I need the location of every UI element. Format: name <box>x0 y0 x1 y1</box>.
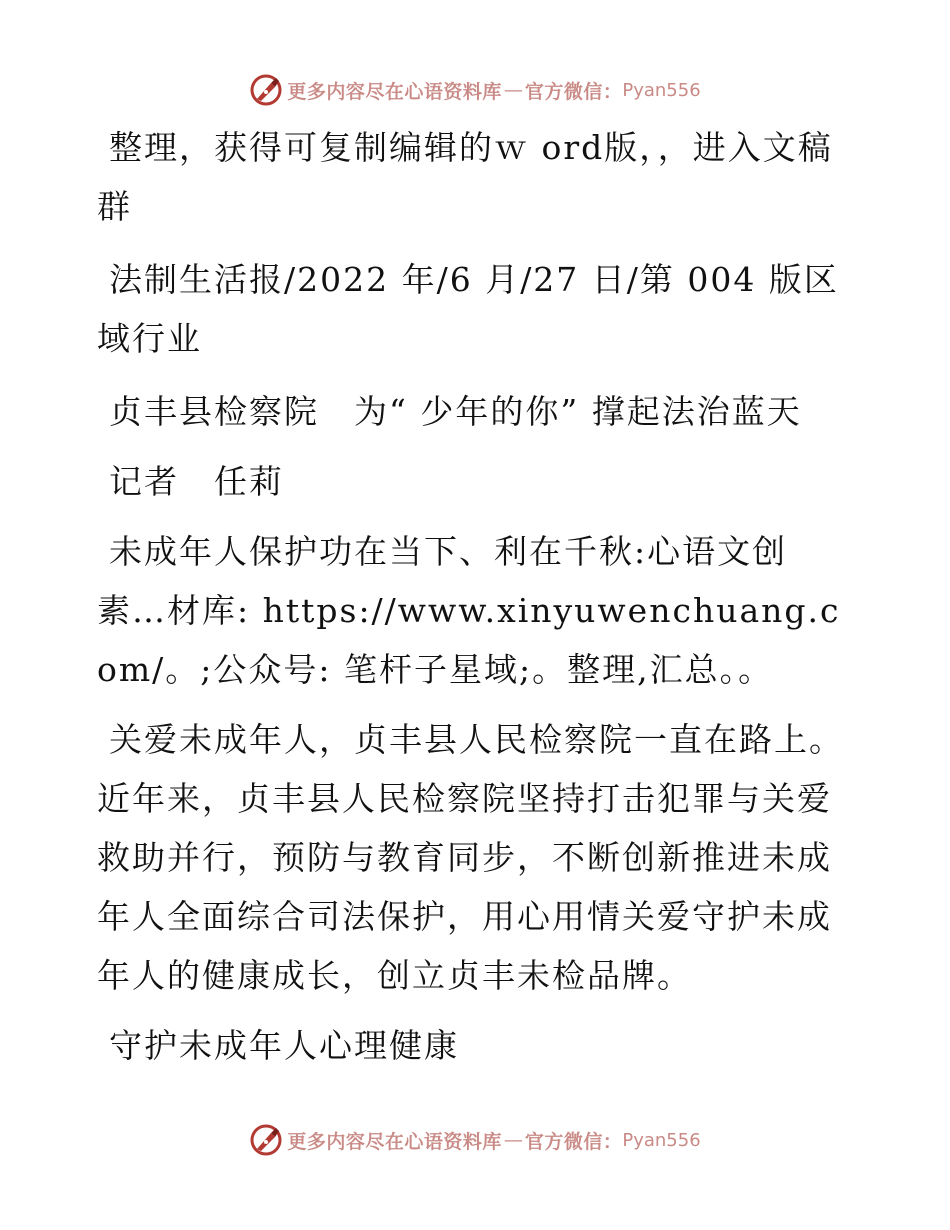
paragraph-body: 关爱未成年人，贞丰县人民检察院一直在路上。近年来，贞丰县人民检察院坚持打击犯罪与关爱救助并行，预防与教育同步，不断创新推进未成年人全面综合司法保护，用心用情关爱守护未成年人的健康成长，创立贞丰未检品牌。 <box>97 720 844 995</box>
paragraph-intro: 整理，获得可复制编辑的ｗ ord版，，进入文稿群 <box>97 128 833 226</box>
watermark-dash: — <box>503 1129 523 1151</box>
watermark-text: 更多内容尽在心语资料库 <box>287 1130 502 1153</box>
pen-nib-logo-icon <box>249 1123 283 1157</box>
watermark-wechat-id: Pyan556 <box>622 1129 701 1151</box>
pen-nib-logo-icon <box>249 73 283 107</box>
watermark-wechat-id: Pyan556 <box>622 79 701 101</box>
paragraph-source: 法制生活报/2022 年/6 月/27 日/第 004 版区域行业 <box>97 260 839 358</box>
section-heading: 守护未成年人心理健康 <box>109 1026 459 1065</box>
paragraph-promo: 未成年人保护功在当下、利在千秋:心语文创素…材库: https://www.xinyuwenchuang.com/。;公众号: 笔杆子星域;。整理,汇总。。 <box>97 532 841 689</box>
footer-watermark <box>0 1120 950 1160</box>
watermark-wechat-label: 官方微信： <box>524 80 623 103</box>
article-title: 贞丰县检察院 为“ 少年的你” 撑起法治蓝天 <box>109 392 802 431</box>
watermark-dash: — <box>503 79 523 101</box>
watermark-wechat-label: 官方微信： <box>524 1130 623 1153</box>
header-watermark <box>0 70 950 110</box>
document-body <box>97 118 857 1075</box>
article-byline: 记者 任莉 <box>109 462 284 501</box>
watermark-text: 更多内容尽在心语资料库 <box>287 80 502 103</box>
